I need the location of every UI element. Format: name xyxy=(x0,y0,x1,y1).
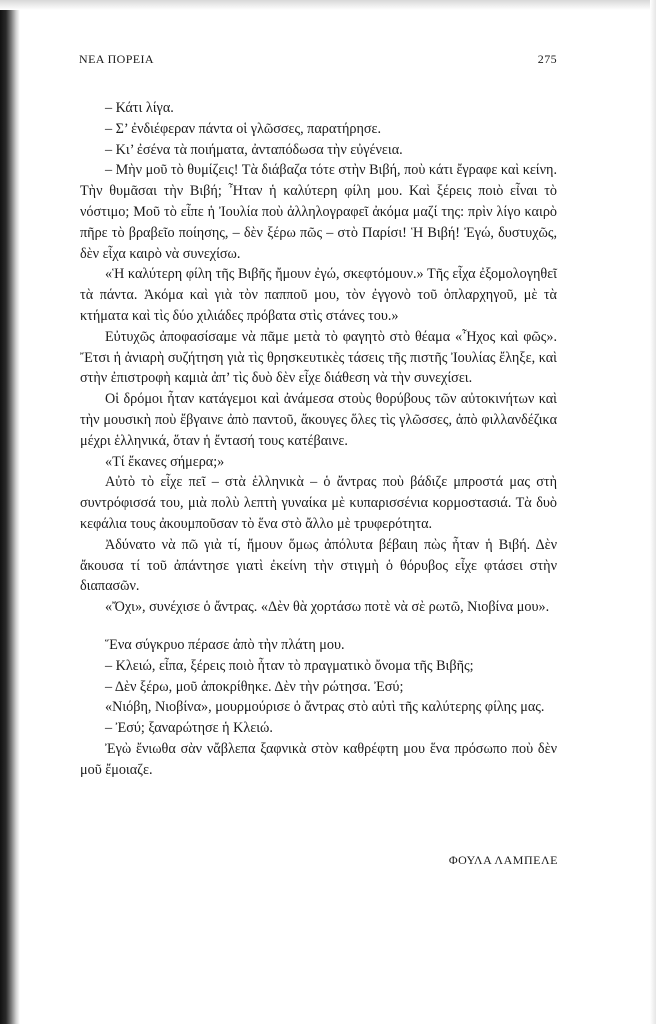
dialogue-line: – Κι’ ἐσένα τὰ ποιήματα, ἀνταπόδωσα τὴν εὐγένεια. xyxy=(105,141,403,158)
quote-paragraph: «Ὄχι», συνέχισε ὁ ἄντρας. «Δὲν θὰ χορτάσω ποτὲ νὰ σὲ ρωτῶ, Νιοβίνα μου». xyxy=(105,599,550,616)
page-number: 275 xyxy=(537,52,557,66)
page-right-edge xyxy=(650,0,656,1024)
story-text xyxy=(80,98,557,781)
quote-paragraph: «Νιόβη, Νιοβίνα», μουρμούρισε ὁ ἄντρας στὸ αὐτὶ τῆς καλύτερης φίλης μας. xyxy=(105,699,545,716)
closing-paragraph: Ἐγὼ ἔνιωθα σὰν νἄβλεπα ξαφνικὰ στὸν καθρέφτη μου ἕνα πρόσωπο ποὺ δὲν μοῦ ἔμοιαζε. xyxy=(80,740,557,778)
dialogue-line: – Κάτι λίγα. xyxy=(105,100,174,116)
page-top-shadow xyxy=(0,0,656,10)
narrative-paragraph: Ἀδύνατο νὰ πῶ γιὰ τί, ἤμουν ὅμως ἀπόλυτα βέβαιη πὼς ἦταν ἡ Βιβή. Δὲν ἄκουσα τί τοῦ ἀπάντησε γιατὶ ἐκείνη τὴν στιγμὴ ὁ θόρυβος εἶχε φτάσει στὴν διαπασῶν. xyxy=(80,536,557,595)
narrative-paragraph: «Ἡ καλύτερη φίλη τῆς Βιβῆς ἤμουν ἐγώ, σκεφτόμουν.» Τῆς εἶχα ἐξομολογηθεῖ τὰ πάντα. Ἀκόμα καὶ γιὰ τὸν παπποῦ μου, τὸν ἐγγονὸ τοῦ ὁπλαρχηγοῦ, μὲ τὰ κτήματα καὶ τὶς δύο χιλιάδες πρόβατα στὶς στάνες του.» xyxy=(80,266,557,324)
section-break xyxy=(80,618,557,635)
journal-title: ΝΕΑ ΠΟΡΕΙΑ xyxy=(79,52,154,66)
running-header xyxy=(79,52,557,72)
narrative-paragraph: Αὐτὸ τὸ εἶχε πεῖ – στὰ ἑλληνικὰ – ὁ ἄντρας ποὺ βάδιζε μπροστά μας στὴ συντρόφισσά του, μιὰ πολὺ λεπτὴ γυναίκα μὲ κυπαρισσένια κορμοστασιά. Τὰ δυὸ κεφάλια τους ἀκουμποῦσαν τὸ ἕνα στὸ ἄλλο μὲ τρυφερότητα. xyxy=(80,474,557,532)
quote-line: «Τί ἔκανες σήμερα;» xyxy=(105,453,225,470)
narrative-line: Ἕνα σύγκρυο πέρασε ἀπὸ τὴν πλάτη μου. xyxy=(105,636,345,653)
book-binding-shadow xyxy=(0,0,20,1024)
narrative-paragraph: Εὐτυχῶς ἀποφασίσαμε νὰ πᾶμε μετὰ τὸ φαγητὸ στὸ θέαμα «Ἦχος καὶ φῶς». Ἔτσι ἡ ἀνιαρὴ συζήτηση γιὰ τὶς θρησκευτικὲς τάσεις τῆς πιστῆς Ἰουλίας ἔληξε, καὶ στὴν ἐπιστροφὴ καμιὰ ἀπ’ τὶς δυὸ δὲν εἶχε διάθεση νὰ τὴν συνεχίσει. xyxy=(80,328,557,387)
dialogue-line: – Κλειώ, εἶπα, ξέρεις ποιὸ ἦταν τὸ πραγματικὸ ὄνομα τῆς Βιβῆς; xyxy=(105,657,474,674)
dialogue-line: – Δὲν ξέρω, μοῦ ἀποκρίθηκε. Δὲν τὴν ρώτησα. Ἐσύ; xyxy=(105,678,404,695)
narrative-paragraph: Οἱ δρόμοι ἦταν κατάγεμοι καὶ ἀνάμεσα στοὺς θορύβους τῶν αὐτοκινήτων καὶ τὴν μουσικὴ ποὺ ἔβγαινε ἀπὸ παντοῦ, ἄκουγες ὅλες τὶς γλῶσσες, ἀπὸ φιλλανδέζικα μέχρι ἑλληνικά, ὅταν ἡ ἔντασή τους κατέβαινε. xyxy=(80,391,557,449)
author-name: ΦΟΥΛΑ ΛΑΜΠΕΛΕ xyxy=(448,853,558,867)
dialogue-line: – Ἐσύ; ξαναρώτησε ἡ Κλειώ. xyxy=(105,720,273,737)
dialogue-line: – Σ’ ἐνδιέφεραν πάντα οἱ γλῶσσες, παρατήρησε. xyxy=(105,120,382,137)
dialogue-paragraph: – Μὴν μοῦ τὸ θυμίζεις! Τὰ διάβαζα τότε στὴν Βιβή, ποὺ κάτι ἔγραφε καὶ κείνη. Τὴν θυμᾶσαι τὴν Βιβή; Ἦταν ἡ καλύτερη φίλη μου. Καὶ ξέρεις ποιὸ εἶναι τὸ νόστιμο; Μοῦ τὸ εἶπε ἡ Ἰουλία ποὺ ἀλληλογραφεῖ ἀκόμα μαζί της: πρὶν λίγο καιρὸ πῆρε τὸ βραβεῖο ποίησης, – δὲν ξέρω πῶς – στὸ Παρίσι! Ἡ Βιβή! Ἐγώ, δυστυχῶς, δὲν εἶχα καιρὸ νὰ συνεχίσω. xyxy=(80,162,558,262)
